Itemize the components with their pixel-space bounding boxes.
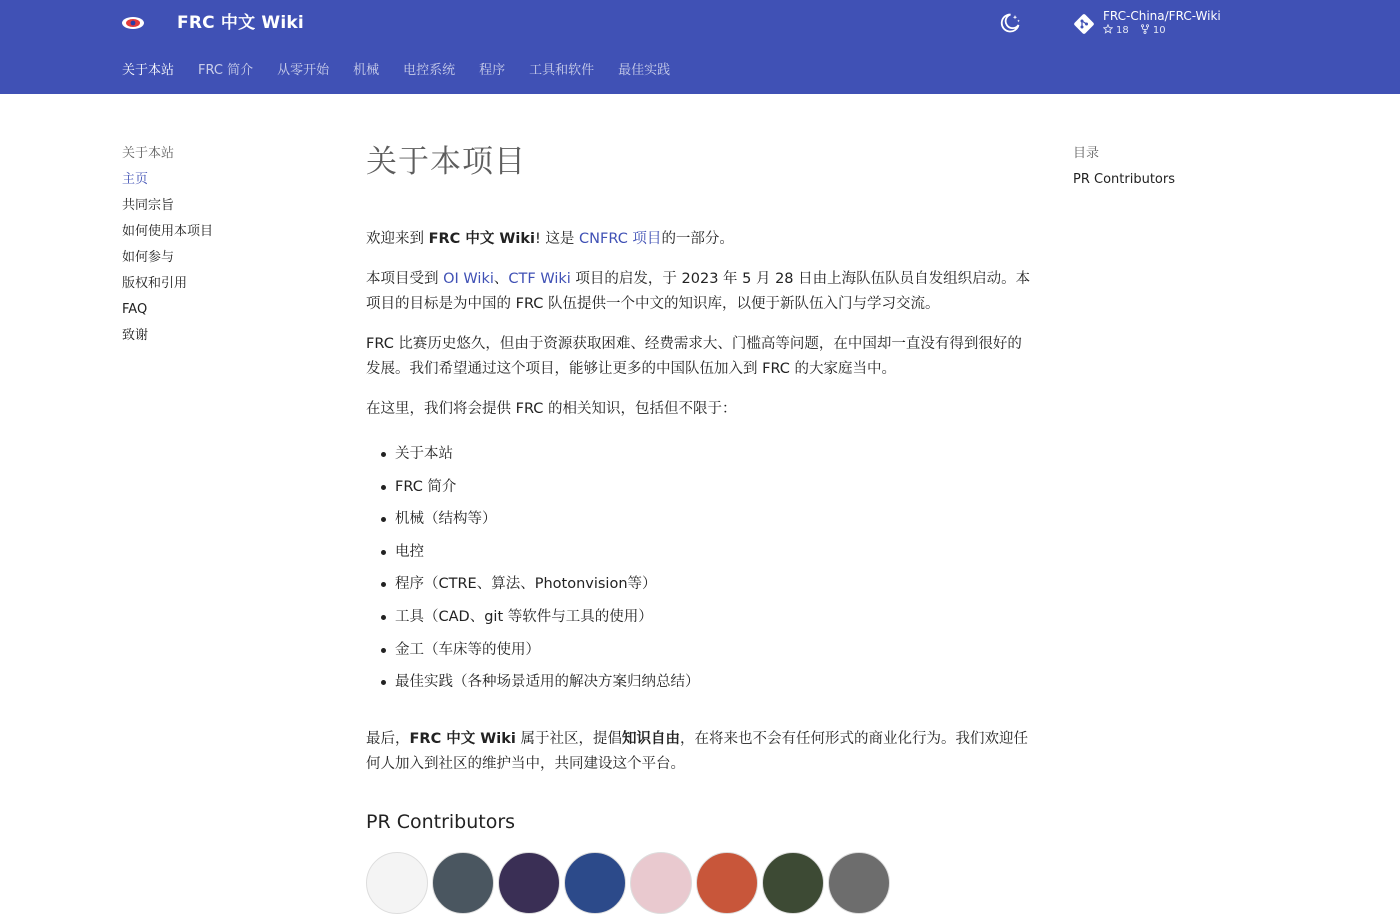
sidebar-item-contribute[interactable]: 如何参与 <box>122 250 175 265</box>
tab-electrical[interactable]: 电控系统 <box>403 63 456 78</box>
bold-wiki-name: FRC 中文 Wiki <box>428 231 535 247</box>
sidebar-item-faq[interactable]: FAQ <box>122 302 148 317</box>
sidebar-item-copyright[interactable]: 版权和引用 <box>122 276 188 291</box>
text-run: 项目的启发，于 2023 年 5 月 28 日由上海队伍队员自发组织启动。本项目的目标是为中国的 FRC 队伍提供一个中文的知识库，以便于新队伍入门与学习交流。 <box>366 271 1031 312</box>
site-header <box>0 0 1400 94</box>
repo-stars <box>1103 25 1132 36</box>
avatar[interactable] <box>696 852 758 914</box>
table-of-contents <box>1073 145 1273 189</box>
avatar[interactable] <box>432 852 494 914</box>
origin-paragraph <box>366 267 1034 317</box>
history-paragraph: FRC 比赛历史悠久，但由于资源获取困难、经费需求大、门槛高等问题，在中国却一直没有得到很好的发展。我们希望通过这个项目，能够让更多的中国队伍加入到 FRC 的大家庭当中。 <box>366 336 1022 377</box>
topic-list <box>366 444 1034 705</box>
cnfrc-link[interactable]: CNFRC 项目 <box>579 231 662 247</box>
repo-facts <box>1103 24 1174 38</box>
sidebar-item-thanks[interactable]: 致谢 <box>122 328 149 343</box>
repo-stars-count: 18 <box>1116 25 1129 36</box>
site-title[interactable]: FRC 中文 Wiki <box>177 13 304 33</box>
frc-logo-icon[interactable] <box>121 13 145 33</box>
tab-tools[interactable]: 工具和软件 <box>529 63 595 78</box>
pr-contributors-heading: PR Contributors <box>366 810 516 833</box>
sidebar-item-mission[interactable]: 共同宗旨 <box>122 198 175 213</box>
text-run: ! 这是 <box>535 231 580 247</box>
list-item: FRC 简介 <box>380 477 1034 510</box>
avatar[interactable] <box>762 852 824 914</box>
avatar[interactable] <box>630 852 692 914</box>
toc-item-pr-contributors[interactable]: PR Contributors <box>1073 172 1175 187</box>
tab-best-practices[interactable]: 最佳实践 <box>618 63 671 78</box>
git-icon <box>1072 12 1096 36</box>
repo-name: FRC-China/FRC-Wiki <box>1103 9 1221 23</box>
text-run: 本项目受到 <box>366 271 444 287</box>
scope-paragraph: 在这里，我们将会提供 FRC 的相关知识，包括但不限于： <box>366 401 737 417</box>
tab-about[interactable]: 关于本站 <box>122 63 175 78</box>
sidebar-item-how-to-use[interactable]: 如何使用本项目 <box>122 224 214 239</box>
text-run: ，在将来也不会有任何形式的商业化行为。我们欢迎任何人加入到社区的维护当中，共同建设这个平台。 <box>366 730 1028 772</box>
avatar[interactable] <box>498 852 560 914</box>
text-run: 的一部分。 <box>661 231 734 247</box>
tab-mechanical[interactable]: 机械 <box>353 63 380 78</box>
list-item: 程序（CTRE、算法、Photonvision等） <box>380 574 1034 607</box>
text-run: 属于社区，提倡 <box>515 730 622 747</box>
fork-icon <box>1140 24 1150 34</box>
toc-heading: 目录 <box>1073 146 1100 161</box>
avatar[interactable] <box>828 852 890 914</box>
sidebar-nav <box>122 145 322 353</box>
text-run: 、 <box>493 271 509 287</box>
ctf-wiki-link[interactable]: CTF Wiki <box>508 271 571 287</box>
avatar[interactable] <box>366 852 428 914</box>
list-item: 最佳实践（各种场景适用的解决方案归纳总结） <box>380 672 1034 705</box>
bold-knowledge-freedom: 知识自由 <box>622 730 680 747</box>
list-item: 机械（结构等） <box>380 509 1034 542</box>
sidebar-heading[interactable]: 关于本站 <box>122 146 175 161</box>
bold-wiki-name: FRC 中文 Wiki <box>409 730 516 747</box>
avatar[interactable] <box>564 852 626 914</box>
list-item: 关于本站 <box>380 444 1034 477</box>
moon-icon[interactable] <box>998 11 1022 35</box>
top-tabs <box>122 61 694 81</box>
text-run: 欢迎来到 <box>366 231 429 247</box>
contributor-avatars <box>366 852 1034 914</box>
star-icon <box>1103 24 1113 34</box>
main-content <box>366 140 1034 914</box>
repo-link[interactable] <box>1072 8 1242 40</box>
tab-from-scratch[interactable]: 从零开始 <box>277 63 330 78</box>
repo-forks <box>1140 25 1166 36</box>
header-top-bar <box>0 0 1400 46</box>
closing-paragraph <box>366 727 1034 777</box>
tab-programming[interactable]: 程序 <box>479 63 506 78</box>
intro-paragraph <box>366 227 1034 252</box>
list-item: 电控 <box>380 542 1034 575</box>
oi-wiki-link[interactable]: OI Wiki <box>443 271 494 287</box>
sidebar-item-home[interactable]: 主页 <box>122 172 149 187</box>
repo-forks-count: 10 <box>1152 25 1166 36</box>
tab-frc-intro[interactable]: FRC 简介 <box>198 63 254 78</box>
list-item: 金工（车床等的使用） <box>380 640 1034 673</box>
text-run: 最后， <box>366 730 410 747</box>
page-title: 关于本项目 <box>366 144 526 180</box>
list-item: 工具（CAD、git 等软件与工具的使用） <box>380 607 1034 640</box>
